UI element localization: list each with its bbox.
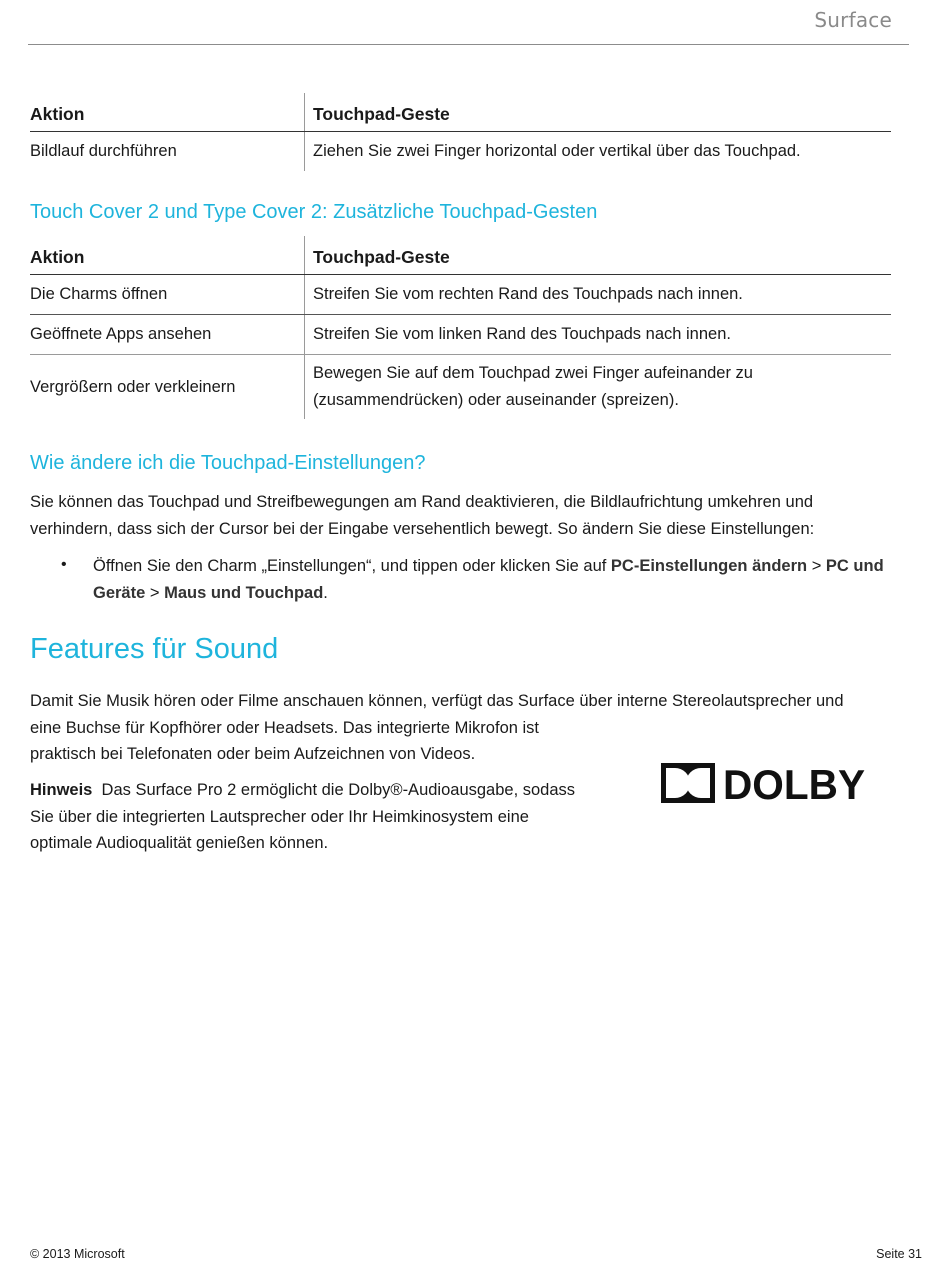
dolby-wordmark: DOLBY — [723, 763, 865, 803]
settings-instruction — [93, 553, 888, 606]
gesture-table-cover — [30, 236, 891, 419]
bullet-marker: • — [61, 556, 67, 573]
dolby-logo — [661, 763, 865, 803]
section-heading-settings: Wie ändere ich die Touchpad-Einstellungen? — [30, 452, 426, 474]
sound-paragraph — [30, 688, 844, 768]
gesture-cell: Streifen Sie vom linken Rand des Touchpads nach innen. — [305, 315, 892, 355]
path-separator: > — [807, 557, 826, 575]
note-text: Das Surface Pro 2 ermöglicht die Dolby®-Audioausgabe, sodass — [101, 781, 576, 799]
column-header-action: Aktion — [30, 236, 305, 275]
column-header-gesture: Touchpad-Geste — [305, 236, 892, 275]
section-heading-touch-cover: Touch Cover 2 und Type Cover 2: Zusätzliche Touchpad-Gesten — [30, 201, 598, 223]
header-divider — [28, 44, 909, 45]
column-header-gesture: Touchpad-Geste — [305, 93, 892, 132]
brand-wordmark: Surface — [814, 8, 892, 32]
sound-line: eine Buchse für Kopfhörer oder Headsets. Das integrierte Mikrofon ist — [30, 718, 540, 737]
table-row — [30, 275, 891, 315]
note-label: Hinweis — [30, 781, 93, 799]
table-row — [30, 132, 891, 172]
gesture-table-basic — [30, 93, 891, 171]
footer-copyright: © 2013 Microsoft — [30, 1247, 125, 1261]
path-separator: > — [145, 583, 165, 602]
action-cell: Geöffnete Apps ansehen — [30, 315, 305, 355]
action-cell: Die Charms öffnen — [30, 275, 305, 315]
action-cell: Vergrößern oder verkleinern — [30, 377, 236, 396]
menu-path-mouse-touchpad: Maus und Touchpad — [164, 583, 324, 602]
menu-path-pc-devices: PC und Geräte — [93, 557, 884, 602]
gesture-cell: Streifen Sie vom rechten Rand des Touchpads nach innen. — [305, 275, 892, 315]
menu-path-pc-settings: PC-Einstellungen ändern — [610, 557, 808, 575]
sound-line: Damit Sie Musik hören oder Filme anschauen können, verfügt das Surface über interne Stereolautsprecher und — [30, 692, 844, 710]
settings-paragraph: Sie können das Touchpad und Streifbewegungen am Rand deaktivieren, die Bildlaufrichtung umkehren und verhindern, dass sich der Cursor bei der Eingabe versehentlich bewegt. So ändern Sie diese Einstellungen: — [30, 493, 815, 538]
instruction-text: Öffnen Sie den Charm „Einstellungen“, und tippen oder klicken Sie auf — [93, 557, 611, 575]
gesture-cell: Bewegen Sie auf dem Touchpad zwei Finger aufeinander zu (zusammendrücken) oder auseinander (spreizen). — [305, 355, 892, 420]
gesture-cell: Ziehen Sie zwei Finger horizontal oder vertikal über das Touchpad. — [305, 132, 892, 172]
section-heading-sound: Features für Sound — [30, 633, 279, 665]
table-row — [30, 315, 891, 355]
instruction-end: . — [323, 583, 328, 602]
sound-note — [30, 777, 575, 857]
footer-page-number: Seite 31 — [876, 1247, 922, 1261]
note-text: optimale Audioqualität genießen können. — [30, 834, 329, 852]
note-text: Sie über die integrierten Lautsprecher oder Ihr Heimkinosystem eine — [30, 807, 529, 826]
table-row — [30, 355, 891, 420]
column-header-action: Aktion — [30, 93, 305, 132]
action-cell: Bildlauf durchführen — [30, 142, 177, 160]
sound-line: praktisch bei Telefonaten oder beim Aufzeichnen von Videos. — [30, 745, 476, 763]
